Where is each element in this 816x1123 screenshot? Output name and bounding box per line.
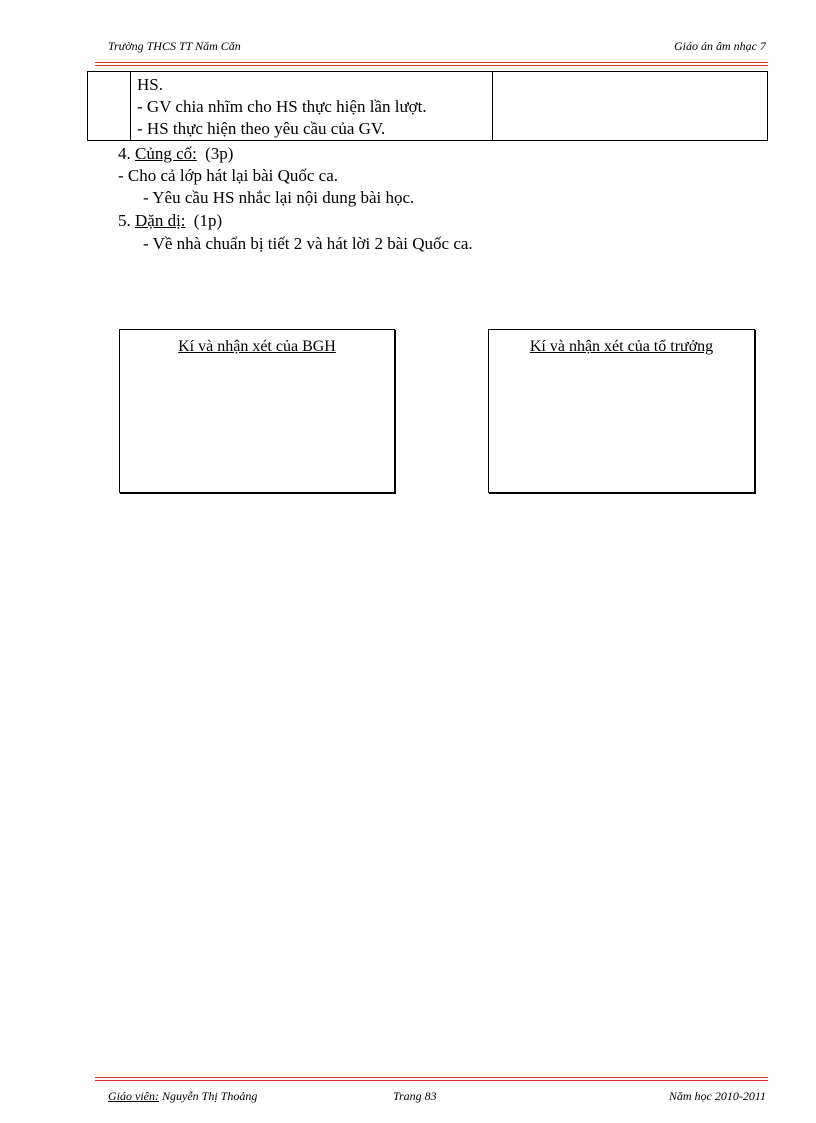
section-4-heading [118, 144, 233, 164]
signature-box-bgh-title: Kí và nhận xét của BGH [178, 338, 336, 355]
signature-box-to-truong-title: Kí và nhận xét của tổ trưởng [529, 338, 714, 355]
table-line: HS. [137, 75, 163, 94]
signature-box-bgh [119, 329, 395, 493]
footer-rule-bottom [95, 1080, 768, 1081]
footer-teacher-name: Nguyễn Thị Thoảng [161, 1089, 258, 1103]
footer-year: Năm học 2010-2011 [668, 1089, 766, 1103]
section-5-number: 5. [118, 211, 131, 230]
section-5-heading [118, 211, 222, 231]
header-school: Trường THCS TT Năm Căn [108, 39, 241, 53]
table-cell-empty [88, 72, 131, 140]
table-cell-activities [130, 72, 493, 140]
section-4-duration: (3p) [205, 144, 234, 163]
header-rule-top [95, 62, 768, 63]
footer-teacher [108, 1089, 257, 1104]
section-4-number: 4. [118, 144, 131, 163]
section-5-item: - Về nhà chuẩn bị tiết 2 và hát lời 2 bài Quốc ca. [143, 234, 473, 253]
footer-page: Trang 83 [393, 1089, 437, 1103]
section-4-item: - Cho cả lớp hát lại bài Quốc ca. [118, 166, 338, 185]
section-4-title: Củng cố: [135, 144, 197, 163]
footer-rule-top [95, 1077, 768, 1078]
table-line: - HS thực hiện theo yêu cầu của GV. [137, 119, 386, 138]
section-4-item: - Yêu cầu HS nhắc lại nội dung bài học. [143, 188, 415, 207]
header-subject: Giáo án âm nhạc 7 [674, 39, 766, 53]
section-5-duration: (1p) [193, 211, 223, 230]
footer-teacher-label: Giáo viên: [108, 1089, 159, 1103]
section-5-title: Dặn dị: [135, 211, 186, 230]
lesson-table [87, 71, 768, 141]
signature-box-to-truong [488, 329, 755, 493]
table-line: - GV chia nhĩm cho HS thực hiện lần lượt. [137, 97, 427, 116]
header-rule-bottom [95, 65, 768, 66]
